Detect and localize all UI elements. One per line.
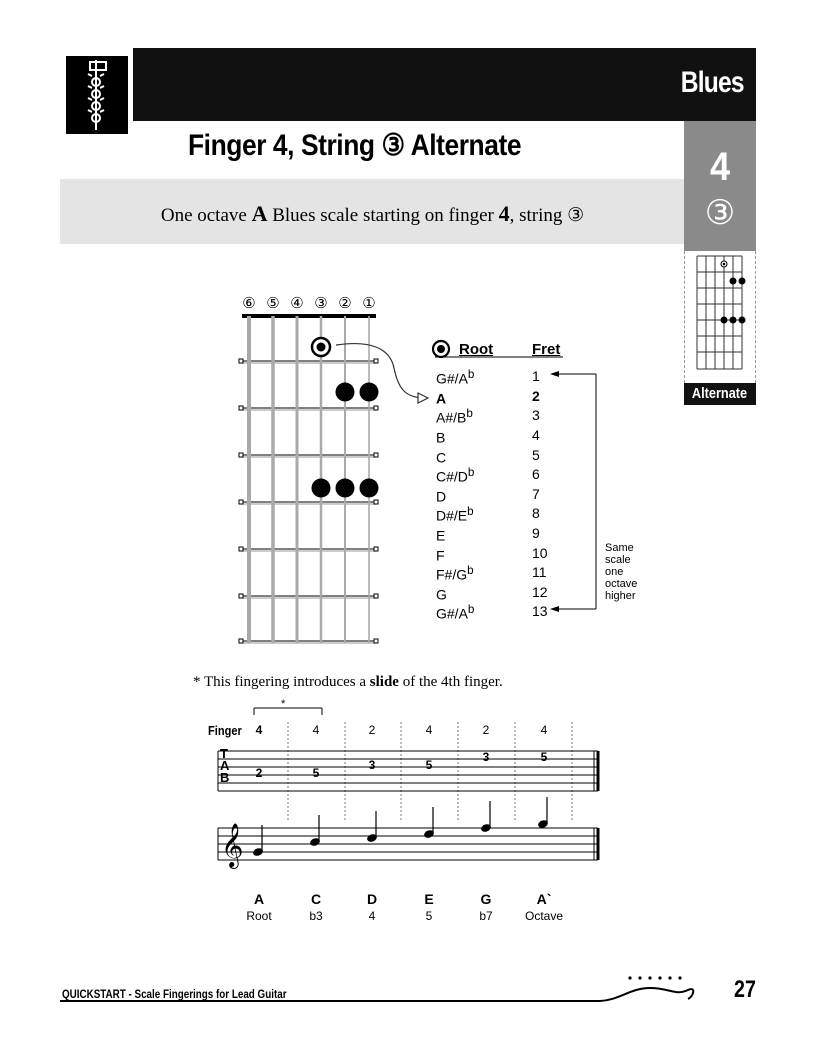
note-name: E	[424, 891, 434, 907]
table-fret: 12	[532, 584, 548, 600]
table-note: F	[436, 547, 445, 564]
table-fret: 1	[532, 368, 540, 384]
string-number: ④	[290, 295, 304, 312]
tab-letters: T A B	[220, 746, 230, 785]
table-note: G	[436, 586, 447, 603]
string-number: ②	[338, 295, 352, 312]
note-interval: Octave	[524, 909, 563, 923]
note-name: C	[310, 891, 322, 907]
fret-column-header: Fret	[532, 341, 561, 358]
note-interval: 4	[368, 909, 376, 923]
table-note: $G\#/A^b$	[436, 603, 475, 622]
note-interval: Root	[246, 909, 272, 923]
note-name: D	[366, 891, 378, 907]
tab-fret: 2	[255, 766, 263, 780]
note-name: A`	[536, 891, 552, 907]
footer-text: QUICKSTART - Scale Fingerings for Lead Guitar	[62, 987, 287, 1001]
table-note: $C\#/D^b$	[436, 466, 475, 485]
table-fret: 10	[532, 545, 548, 561]
note-interval: 5	[425, 909, 433, 923]
note-interval: b7	[479, 909, 493, 923]
music-staff	[218, 828, 598, 860]
string-number: ⑤	[266, 295, 280, 312]
finger-number: 4	[255, 723, 263, 737]
string-number: ⑥	[242, 295, 256, 312]
tab-fret: 3	[482, 750, 490, 764]
table-fret: 3	[532, 407, 540, 423]
string-number: ①	[362, 295, 376, 312]
table-fret: 5	[532, 447, 540, 463]
header-bar	[133, 48, 756, 121]
table-note: $F\#/G^b$	[436, 564, 474, 583]
fretboard-diagram	[230, 310, 620, 655]
treble-clef-icon: 𝄞	[221, 823, 244, 867]
table-fret: 6	[532, 466, 540, 482]
table-note: E	[436, 527, 446, 544]
footer-guitar-neck-icon	[60, 966, 700, 1006]
finger-number: 2	[368, 723, 376, 737]
guitar-logo-icon	[66, 56, 128, 134]
table-note: $G\#/A^b$	[436, 368, 475, 387]
side-tab	[684, 121, 756, 251]
string-number: ③	[314, 295, 328, 312]
table-note: B	[436, 429, 446, 446]
fretboard-grid	[239, 316, 378, 643]
note-name: A	[253, 891, 265, 907]
side-mini-diagram	[684, 251, 756, 383]
side-tab-string: ③	[704, 194, 736, 232]
footnote: * This fingering introduces a slide of the 4th finger.	[193, 674, 503, 690]
header-category: Blues	[681, 66, 744, 99]
side-tab-label: Alternate	[684, 383, 756, 405]
root-column-header: Root	[459, 341, 494, 358]
table-note: $D\#/E^b$	[436, 505, 474, 524]
table-fret: 9	[532, 525, 540, 541]
tab-fret: 3	[368, 758, 376, 772]
table-fret: 13	[532, 603, 548, 619]
finger-label: Finger	[208, 723, 242, 738]
slide-bracket	[254, 708, 322, 715]
tab-fret: 5	[540, 750, 548, 764]
finger-number: 4	[312, 723, 320, 737]
side-tab-finger: 4	[709, 145, 731, 189]
subtitle-band	[60, 179, 685, 244]
table-fret: 7	[532, 486, 540, 502]
octave-bracket	[559, 374, 596, 609]
table-fret: 11	[532, 564, 547, 580]
finger-number: 4	[540, 723, 548, 737]
root-note-marker	[312, 338, 330, 356]
note-interval: b3	[309, 909, 323, 923]
tab-fret: 5	[312, 766, 320, 780]
subtitle: One octave A Blues scale starting on finger 4, string ③	[160, 201, 585, 226]
octave-note: Same scale one octave higher	[605, 542, 638, 602]
table-note: C	[436, 449, 447, 466]
table-note: $A\#/B^b$	[436, 407, 473, 426]
tab-fret: 5	[425, 758, 433, 772]
finger-number: 2	[482, 723, 490, 737]
table-fret: 8	[532, 505, 540, 521]
note-name: G	[480, 891, 492, 907]
finger-number: 4	[425, 723, 433, 737]
page-title: Finger 4, String ③ Alternate	[188, 129, 522, 162]
table-fret: 4	[532, 427, 540, 443]
slide-mark: *	[281, 698, 286, 710]
table-fret: 2	[532, 388, 540, 404]
page-number: 27	[734, 976, 756, 1003]
table-note: A	[436, 390, 447, 407]
table-note: D	[436, 488, 447, 505]
